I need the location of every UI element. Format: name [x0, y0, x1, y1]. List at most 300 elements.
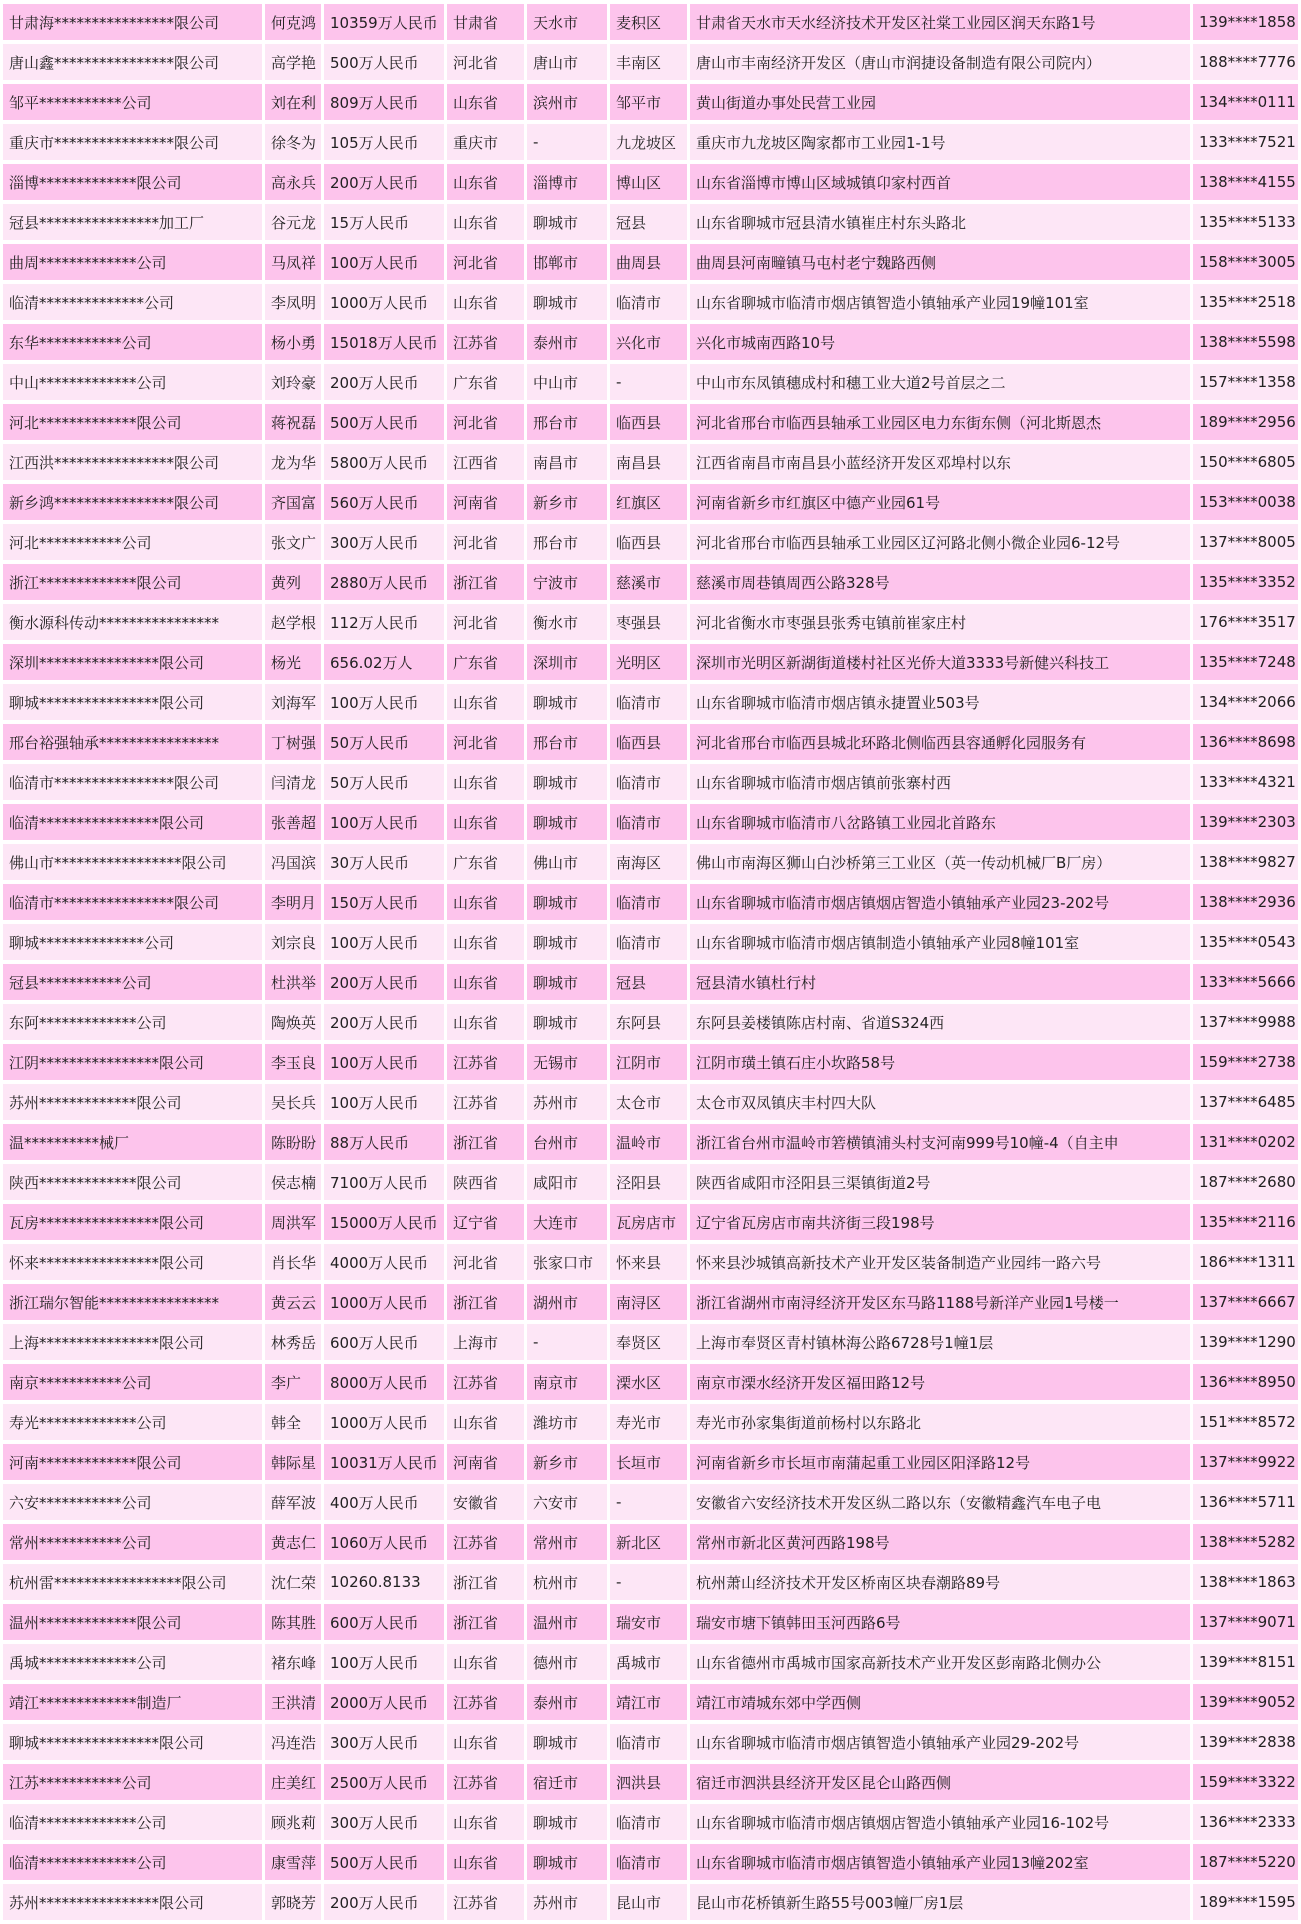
- company-name-cell: 聊城****************限公司: [3, 1724, 262, 1760]
- district-cell: 冠县: [610, 964, 687, 1000]
- table-row: [3, 1204, 1298, 1240]
- table-row: [3, 1524, 1298, 1560]
- province-cell: 山东省: [447, 884, 524, 920]
- district-cell: 临西县: [610, 524, 687, 560]
- phone-cell: 157****1358: [1193, 364, 1298, 400]
- table-row: [3, 204, 1298, 240]
- registered-capital-cell: 500万人民币: [324, 1844, 444, 1880]
- address-cell: 常州市新北区黄河西路198号: [690, 1524, 1190, 1560]
- table-row: [3, 1564, 1298, 1600]
- address-cell: 曲周县河南疃镇马屯村老宁魏路西侧: [690, 244, 1190, 280]
- phone-cell: 139****1290: [1193, 1324, 1298, 1360]
- address-cell: 山东省聊城市临清市烟店镇烟店智造小镇轴承产业园23-202号: [690, 884, 1190, 920]
- district-cell: 长垣市: [610, 1444, 687, 1480]
- legal-person-cell: 高永兵: [265, 164, 321, 200]
- phone-cell: 139****2838: [1193, 1724, 1298, 1760]
- legal-person-cell: 杨小勇: [265, 324, 321, 360]
- legal-person-cell: 韩际星: [265, 1444, 321, 1480]
- address-cell: 昆山市花桥镇新生路55号003幢厂房1层: [690, 1884, 1190, 1920]
- legal-person-cell: 陈盼盼: [265, 1124, 321, 1160]
- table-row: [3, 4, 1298, 40]
- registered-capital-cell: 2000万人民币: [324, 1684, 444, 1720]
- province-cell: 山东省: [447, 164, 524, 200]
- legal-person-cell: 刘宗良: [265, 924, 321, 960]
- phone-cell: 135****5133: [1193, 204, 1298, 240]
- address-cell: 上海市奉贤区青村镇林海公路6728号1幢1层: [690, 1324, 1190, 1360]
- district-cell: 江阴市: [610, 1044, 687, 1080]
- city-cell: 聊城市: [527, 1004, 607, 1040]
- city-cell: 苏州市: [527, 1084, 607, 1120]
- company-name-cell: 禹城*************公司: [3, 1644, 262, 1680]
- registered-capital-cell: 150万人民币: [324, 884, 444, 920]
- address-cell: 南京市溧水经济开发区福田路12号: [690, 1364, 1190, 1400]
- province-cell: 江苏省: [447, 1084, 524, 1120]
- registered-capital-cell: 5800万人民币: [324, 444, 444, 480]
- table-row: [3, 884, 1298, 920]
- city-cell: -: [527, 1324, 607, 1360]
- province-cell: 河北省: [447, 724, 524, 760]
- registered-capital-cell: 200万人民币: [324, 364, 444, 400]
- province-cell: 江西省: [447, 444, 524, 480]
- city-cell: 德州市: [527, 1644, 607, 1680]
- phone-cell: 187****2680: [1193, 1164, 1298, 1200]
- company-name-cell: 东华***********公司: [3, 324, 262, 360]
- phone-cell: 153****0038: [1193, 484, 1298, 520]
- legal-person-cell: 徐冬为: [265, 124, 321, 160]
- company-name-cell: 瓦房****************限公司: [3, 1204, 262, 1240]
- district-cell: 东阿县: [610, 1004, 687, 1040]
- legal-person-cell: 赵学根: [265, 604, 321, 640]
- legal-person-cell: 李明月: [265, 884, 321, 920]
- table-row: [3, 244, 1298, 280]
- district-cell: 临清市: [610, 284, 687, 320]
- registered-capital-cell: 112万人民币: [324, 604, 444, 640]
- registered-capital-cell: 15000万人民币: [324, 1204, 444, 1240]
- table-row: [3, 364, 1298, 400]
- province-cell: 陕西省: [447, 1164, 524, 1200]
- address-cell: 兴化市城南西路10号: [690, 324, 1190, 360]
- district-cell: -: [610, 1564, 687, 1600]
- province-cell: 广东省: [447, 364, 524, 400]
- company-name-cell: 陕西*************限公司: [3, 1164, 262, 1200]
- phone-cell: 151****8572: [1193, 1404, 1298, 1440]
- address-cell: 佛山市南海区狮山白沙桥第三工业区（英一传动机械厂B厂房）: [690, 844, 1190, 880]
- city-cell: 滨州市: [527, 84, 607, 120]
- city-cell: 深圳市: [527, 644, 607, 680]
- table-row: [3, 324, 1298, 360]
- company-name-cell: 怀来****************限公司: [3, 1244, 262, 1280]
- district-cell: 南海区: [610, 844, 687, 880]
- legal-person-cell: 杜洪举: [265, 964, 321, 1000]
- registered-capital-cell: 400万人民币: [324, 1484, 444, 1520]
- table-row: [3, 1804, 1298, 1840]
- address-cell: 河北省邢台市临西县轴承工业园区电力东街东侧（河北斯恩杰: [690, 404, 1190, 440]
- registered-capital-cell: 560万人民币: [324, 484, 444, 520]
- company-name-cell: 河北***********公司: [3, 524, 262, 560]
- table-row: [3, 1084, 1298, 1120]
- district-cell: 冠县: [610, 204, 687, 240]
- phone-cell: 136****5711: [1193, 1484, 1298, 1520]
- company-name-cell: 临清市****************限公司: [3, 764, 262, 800]
- district-cell: 枣强县: [610, 604, 687, 640]
- company-name-cell: 聊城**************公司: [3, 924, 262, 960]
- table-row: [3, 484, 1298, 520]
- registered-capital-cell: 656.02万人: [324, 644, 444, 680]
- address-cell: 河南省新乡市长垣市南蒲起重工业园区阳泽路12号: [690, 1444, 1190, 1480]
- table-row: [3, 284, 1298, 320]
- table-row: [3, 1244, 1298, 1280]
- address-cell: 靖江市靖城东郊中学西侧: [690, 1684, 1190, 1720]
- district-cell: 太仓市: [610, 1084, 687, 1120]
- table-row: [3, 444, 1298, 480]
- city-cell: 邢台市: [527, 524, 607, 560]
- registered-capital-cell: 1060万人民币: [324, 1524, 444, 1560]
- company-name-cell: 江西洪****************限公司: [3, 444, 262, 480]
- district-cell: 温岭市: [610, 1124, 687, 1160]
- address-cell: 冠县清水镇杜行村: [690, 964, 1190, 1000]
- city-cell: 常州市: [527, 1524, 607, 1560]
- city-cell: 聊城市: [527, 804, 607, 840]
- phone-cell: 159****3322: [1193, 1764, 1298, 1800]
- city-cell: 天水市: [527, 4, 607, 40]
- phone-cell: 134****0111: [1193, 84, 1298, 120]
- phone-cell: 133****5666: [1193, 964, 1298, 1000]
- company-name-cell: 临清****************限公司: [3, 804, 262, 840]
- province-cell: 甘肃省: [447, 4, 524, 40]
- city-cell: 聊城市: [527, 884, 607, 920]
- legal-person-cell: 陶焕英: [265, 1004, 321, 1040]
- table-row: [3, 1124, 1298, 1160]
- city-cell: 六安市: [527, 1484, 607, 1520]
- address-cell: 浙江省台州市温岭市箬横镇浦头村支河南999号10幢-4（自主申: [690, 1124, 1190, 1160]
- phone-cell: 137****9922: [1193, 1444, 1298, 1480]
- address-cell: 河北省邢台市临西县轴承工业园区辽河路北侧小微企业园6-12号: [690, 524, 1190, 560]
- province-cell: 山东省: [447, 1724, 524, 1760]
- district-cell: 九龙坡区: [610, 124, 687, 160]
- address-cell: 山东省聊城市临清市烟店镇智造小镇轴承产业园29-202号: [690, 1724, 1190, 1760]
- city-cell: 聊城市: [527, 1804, 607, 1840]
- province-cell: 山东省: [447, 764, 524, 800]
- legal-person-cell: 侯志楠: [265, 1164, 321, 1200]
- legal-person-cell: 何克鸿: [265, 4, 321, 40]
- legal-person-cell: 韩全: [265, 1404, 321, 1440]
- city-cell: 宁波市: [527, 564, 607, 600]
- legal-person-cell: 张善超: [265, 804, 321, 840]
- province-cell: 山东省: [447, 924, 524, 960]
- legal-person-cell: 黄列: [265, 564, 321, 600]
- address-cell: 山东省聊城市临清市烟店镇烟店智造小镇轴承产业园16-102号: [690, 1804, 1190, 1840]
- registered-capital-cell: 200万人民币: [324, 164, 444, 200]
- company-name-cell: 苏州****************限公司: [3, 1884, 262, 1920]
- table-row: [3, 164, 1298, 200]
- table-row: [3, 1004, 1298, 1040]
- province-cell: 河北省: [447, 604, 524, 640]
- district-cell: 禹城市: [610, 1644, 687, 1680]
- phone-cell: 131****0202: [1193, 1124, 1298, 1160]
- province-cell: 山东省: [447, 1404, 524, 1440]
- city-cell: 聊城市: [527, 964, 607, 1000]
- province-cell: 上海市: [447, 1324, 524, 1360]
- district-cell: 临清市: [610, 1724, 687, 1760]
- address-cell: 东阿县姜楼镇陈店村南、省道S324西: [690, 1004, 1190, 1040]
- phone-cell: 138****9827: [1193, 844, 1298, 880]
- table-row: [3, 1644, 1298, 1680]
- legal-person-cell: 林秀岳: [265, 1324, 321, 1360]
- address-cell: 河北省邢台市临西县城北环路北侧临西县容通孵化园服务有: [690, 724, 1190, 760]
- district-cell: 泗洪县: [610, 1764, 687, 1800]
- city-cell: 新乡市: [527, 484, 607, 520]
- company-name-cell: 新乡鸿****************限公司: [3, 484, 262, 520]
- registered-capital-cell: 7100万人民币: [324, 1164, 444, 1200]
- company-name-cell: 温州*************限公司: [3, 1604, 262, 1640]
- district-cell: 溧水区: [610, 1364, 687, 1400]
- city-cell: 杭州市: [527, 1564, 607, 1600]
- registered-capital-cell: 100万人民币: [324, 244, 444, 280]
- legal-person-cell: 王洪清: [265, 1684, 321, 1720]
- legal-person-cell: 褚东峰: [265, 1644, 321, 1680]
- city-cell: 聊城市: [527, 284, 607, 320]
- province-cell: 江苏省: [447, 1364, 524, 1400]
- address-cell: 怀来县沙城镇高新技术产业开发区装备制造产业园纬一路六号: [690, 1244, 1190, 1280]
- province-cell: 河北省: [447, 44, 524, 80]
- district-cell: 奉贤区: [610, 1324, 687, 1360]
- registered-capital-cell: 15万人民币: [324, 204, 444, 240]
- city-cell: 佛山市: [527, 844, 607, 880]
- phone-cell: 139****1858: [1193, 4, 1298, 40]
- table-row: [3, 1724, 1298, 1760]
- province-cell: 江苏省: [447, 1524, 524, 1560]
- district-cell: 瓦房店市: [610, 1204, 687, 1240]
- city-cell: 张家口市: [527, 1244, 607, 1280]
- company-name-cell: 河南*************限公司: [3, 1444, 262, 1480]
- address-cell: 江西省南昌市南昌县小蓝经济开发区邓埠村以东: [690, 444, 1190, 480]
- address-cell: 陕西省咸阳市泾阳县三渠镇街道2号: [690, 1164, 1190, 1200]
- legal-person-cell: 李玉良: [265, 1044, 321, 1080]
- province-cell: 江苏省: [447, 1044, 524, 1080]
- legal-person-cell: 丁树强: [265, 724, 321, 760]
- address-cell: 山东省聊城市临清市烟店镇永捷置业503号: [690, 684, 1190, 720]
- legal-person-cell: 谷元龙: [265, 204, 321, 240]
- registered-capital-cell: 1000万人民币: [324, 1284, 444, 1320]
- registered-capital-cell: 1000万人民币: [324, 284, 444, 320]
- phone-cell: 138****1863: [1193, 1564, 1298, 1600]
- legal-person-cell: 康雪萍: [265, 1844, 321, 1880]
- registered-capital-cell: 100万人民币: [324, 1084, 444, 1120]
- legal-person-cell: 肖长华: [265, 1244, 321, 1280]
- table-row: [3, 1884, 1298, 1920]
- district-cell: 光明区: [610, 644, 687, 680]
- address-cell: 慈溪市周巷镇周西公路328号: [690, 564, 1190, 600]
- city-cell: -: [527, 124, 607, 160]
- district-cell: 泾阳县: [610, 1164, 687, 1200]
- address-cell: 山东省聊城市临清市烟店镇智造小镇轴承产业园13幢202室: [690, 1844, 1190, 1880]
- table-row: [3, 964, 1298, 1000]
- phone-cell: 138****5282: [1193, 1524, 1298, 1560]
- city-cell: 聊城市: [527, 684, 607, 720]
- province-cell: 河北省: [447, 404, 524, 440]
- phone-cell: 138****5598: [1193, 324, 1298, 360]
- phone-cell: 136****8950: [1193, 1364, 1298, 1400]
- legal-person-cell: 陈其胜: [265, 1604, 321, 1640]
- address-cell: 深圳市光明区新湖街道楼村社区光侨大道3333号新健兴科技工: [690, 644, 1190, 680]
- legal-person-cell: 冯国滨: [265, 844, 321, 880]
- company-name-cell: 衡水源科传动****************: [3, 604, 262, 640]
- table-row: [3, 1044, 1298, 1080]
- company-name-cell: 南京***********公司: [3, 1364, 262, 1400]
- company-name-cell: 临清市****************限公司: [3, 884, 262, 920]
- table-row: [3, 804, 1298, 840]
- company-name-cell: 冠县****************加工厂: [3, 204, 262, 240]
- table-row: [3, 684, 1298, 720]
- province-cell: 辽宁省: [447, 1204, 524, 1240]
- district-cell: -: [610, 1484, 687, 1520]
- district-cell: 临西县: [610, 724, 687, 760]
- province-cell: 山东省: [447, 84, 524, 120]
- province-cell: 广东省: [447, 644, 524, 680]
- address-cell: 黄山街道办事处民营工业园: [690, 84, 1190, 120]
- city-cell: 无锡市: [527, 1044, 607, 1080]
- address-cell: 寿光市孙家集街道前杨村以东路北: [690, 1404, 1190, 1440]
- address-cell: 中山市东凤镇穗成村和穗工业大道2号首层之二: [690, 364, 1190, 400]
- registered-capital-cell: 809万人民币: [324, 84, 444, 120]
- phone-cell: 135****3352: [1193, 564, 1298, 600]
- legal-person-cell: 刘在利: [265, 84, 321, 120]
- company-name-cell: 六安***********公司: [3, 1484, 262, 1520]
- table-row: [3, 1324, 1298, 1360]
- phone-cell: 150****6805: [1193, 444, 1298, 480]
- registered-capital-cell: 600万人民币: [324, 1604, 444, 1640]
- province-cell: 山东省: [447, 1844, 524, 1880]
- legal-person-cell: 冯连浩: [265, 1724, 321, 1760]
- company-name-cell: 深圳****************限公司: [3, 644, 262, 680]
- phone-cell: 135****2518: [1193, 284, 1298, 320]
- registered-capital-cell: 100万人民币: [324, 1644, 444, 1680]
- address-cell: 山东省聊城市临清市烟店镇前张寨村西: [690, 764, 1190, 800]
- table-row: [3, 124, 1298, 160]
- legal-person-cell: 沈仁荣: [265, 1564, 321, 1600]
- company-name-cell: 江苏***********公司: [3, 1764, 262, 1800]
- registered-capital-cell: 30万人民币: [324, 844, 444, 880]
- district-cell: 曲周县: [610, 244, 687, 280]
- legal-person-cell: 马凤祥: [265, 244, 321, 280]
- province-cell: 山东省: [447, 204, 524, 240]
- table-row: [3, 1604, 1298, 1640]
- province-cell: 山东省: [447, 284, 524, 320]
- phone-cell: 136****2333: [1193, 1804, 1298, 1840]
- phone-cell: 138****2936: [1193, 884, 1298, 920]
- registered-capital-cell: 600万人民币: [324, 1324, 444, 1360]
- phone-cell: 135****0543: [1193, 924, 1298, 960]
- province-cell: 广东省: [447, 844, 524, 880]
- district-cell: 靖江市: [610, 1684, 687, 1720]
- company-name-cell: 甘肃海****************限公司: [3, 4, 262, 40]
- phone-cell: 136****8698: [1193, 724, 1298, 760]
- address-cell: 山东省聊城市临清市烟店镇制造小镇轴承产业园8幢101室: [690, 924, 1190, 960]
- company-name-cell: 中山*************公司: [3, 364, 262, 400]
- phone-cell: 186****1311: [1193, 1244, 1298, 1280]
- district-cell: 临清市: [610, 884, 687, 920]
- province-cell: 山东省: [447, 964, 524, 1000]
- company-name-cell: 临清*************公司: [3, 1844, 262, 1880]
- phone-cell: 139****9052: [1193, 1684, 1298, 1720]
- legal-person-cell: 闫清龙: [265, 764, 321, 800]
- province-cell: 安徽省: [447, 1484, 524, 1520]
- company-name-cell: 聊城****************限公司: [3, 684, 262, 720]
- address-cell: 山东省聊城市临清市烟店镇智造小镇轴承产业园19幢101室: [690, 284, 1190, 320]
- phone-cell: 158****3005: [1193, 244, 1298, 280]
- table-body: [3, 4, 1298, 1920]
- table-row: [3, 84, 1298, 120]
- legal-person-cell: 庄美红: [265, 1764, 321, 1800]
- district-cell: 邹平市: [610, 84, 687, 120]
- city-cell: 唐山市: [527, 44, 607, 80]
- company-name-cell: 常州***********公司: [3, 1524, 262, 1560]
- registered-capital-cell: 100万人民币: [324, 804, 444, 840]
- legal-person-cell: 吴长兵: [265, 1084, 321, 1120]
- district-cell: 南昌县: [610, 444, 687, 480]
- company-name-cell: 温**********械厂: [3, 1124, 262, 1160]
- registered-capital-cell: 300万人民币: [324, 1804, 444, 1840]
- registered-capital-cell: 8000万人民币: [324, 1364, 444, 1400]
- address-cell: 山东省聊城市临清市八岔路镇工业园北首路东: [690, 804, 1190, 840]
- phone-cell: 139****2303: [1193, 804, 1298, 840]
- city-cell: 聊城市: [527, 764, 607, 800]
- province-cell: 河南省: [447, 484, 524, 520]
- phone-cell: 189****1595: [1193, 1884, 1298, 1920]
- table-row: [3, 1404, 1298, 1440]
- table-row: [3, 564, 1298, 600]
- province-cell: 山东省: [447, 1004, 524, 1040]
- registered-capital-cell: 10260.8133: [324, 1564, 444, 1600]
- legal-person-cell: 李凤明: [265, 284, 321, 320]
- district-cell: 丰南区: [610, 44, 687, 80]
- company-name-cell: 河北*************限公司: [3, 404, 262, 440]
- address-cell: 山东省聊城市冠县清水镇崔庄村东头路北: [690, 204, 1190, 240]
- phone-cell: 137****8005: [1193, 524, 1298, 560]
- legal-person-cell: 薛军波: [265, 1484, 321, 1520]
- district-cell: 昆山市: [610, 1884, 687, 1920]
- province-cell: 浙江省: [447, 564, 524, 600]
- registered-capital-cell: 50万人民币: [324, 724, 444, 760]
- phone-cell: 159****2738: [1193, 1044, 1298, 1080]
- table-row: [3, 524, 1298, 560]
- legal-person-cell: 张文广: [265, 524, 321, 560]
- registered-capital-cell: 4000万人民币: [324, 1244, 444, 1280]
- phone-cell: 135****7248: [1193, 644, 1298, 680]
- address-cell: 瑞安市塘下镇韩田玉河西路6号: [690, 1604, 1190, 1640]
- table-row: [3, 1484, 1298, 1520]
- address-cell: 重庆市九龙坡区陶家都市工业园1-1号: [690, 124, 1190, 160]
- city-cell: 邢台市: [527, 404, 607, 440]
- province-cell: 河南省: [447, 1444, 524, 1480]
- phone-cell: 138****4155: [1193, 164, 1298, 200]
- table-row: [3, 1444, 1298, 1480]
- city-cell: 潍坊市: [527, 1404, 607, 1440]
- province-cell: 河北省: [447, 1244, 524, 1280]
- company-name-cell: 苏州*************限公司: [3, 1084, 262, 1120]
- city-cell: 泰州市: [527, 1684, 607, 1720]
- district-cell: 寿光市: [610, 1404, 687, 1440]
- registered-capital-cell: 300万人民币: [324, 1724, 444, 1760]
- table-row: [3, 604, 1298, 640]
- address-cell: 杭州萧山经济技术开发区桥南区块春潮路89号: [690, 1564, 1190, 1600]
- province-cell: 浙江省: [447, 1564, 524, 1600]
- legal-person-cell: 刘海军: [265, 684, 321, 720]
- table-row: [3, 1164, 1298, 1200]
- province-cell: 河北省: [447, 524, 524, 560]
- phone-cell: 137****9071: [1193, 1604, 1298, 1640]
- address-cell: 江阴市璜土镇石庄小坎路58号: [690, 1044, 1190, 1080]
